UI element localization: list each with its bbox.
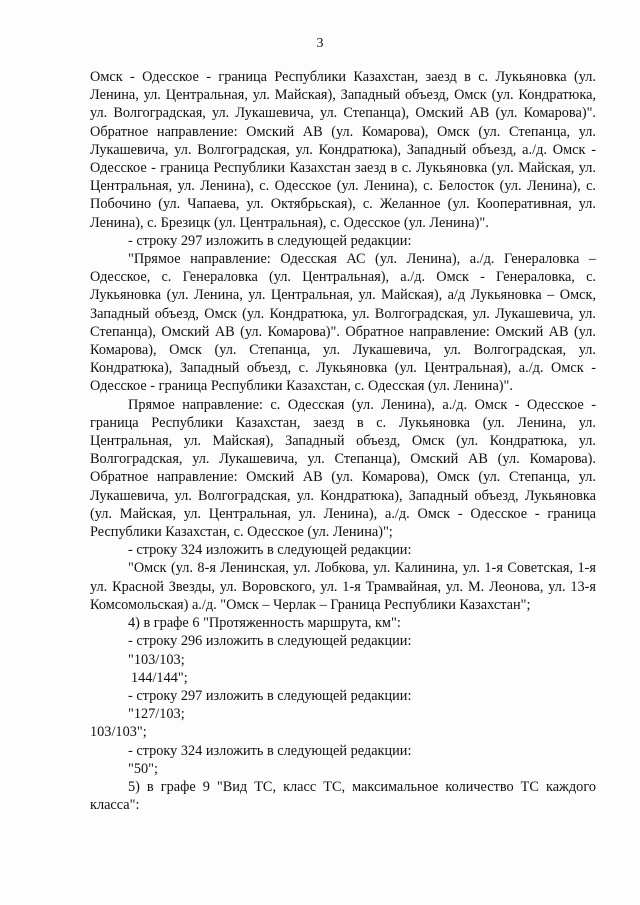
instruction-length-297: - строку 297 изложить в следующей редакции: — [128, 687, 412, 704]
length-296-value-b: 144/144"; — [131, 669, 188, 686]
instruction-length-296: - строку 296 изложить в следующей редакции: — [128, 633, 412, 650]
instruction-length-324: - строку 324 изложить в следующей редакции: — [128, 742, 412, 759]
length-297-value-a: "127/103; — [128, 706, 185, 723]
length-296-value-a: "103/103; — [128, 651, 185, 668]
column-6-heading: 4) в графе 6 "Протяженность маршрута, км": — [128, 615, 401, 632]
document-body — [90, 68, 596, 814]
instruction-line-297: - строку 297 изложить в следующей редакции: — [128, 232, 412, 249]
route-296-paragraph: Омск - Одесское - граница Республики Казахстан, заезд в с. Лукьяновка (ул. Ленина, ул. Центральная, ул. Майская), Западный объезд, Омск (ул. Кондратюка, ул. Волгоградская, ул. Лукашевича, ул. Степанца), Омский АВ (ул. Комарова)". Обратное направление: Омский АВ (ул. Комарова), Омск (ул. Степанца, ул. Лукашевича, ул. Волгоградская, ул. Кондратюка), Западный объезд, а./д. Омск - Одесское - граница Республики Казахстан заезд в с. Лукьяновка (ул. Майская, ул. Центральная, ул. Ленина), с. Одесское (ул. Ленина), с. Белосток (ул. Ленина), с. Побочино (ул. Чапаева, ул. Октябрьская), с. Желанное (ул. Кооперативная, ул. Ленина), с. Брезицк (ул. Центральная), с. Одесское (ул. Ленина)". — [90, 69, 596, 231]
route-297-direct-paragraph: "Прямое направление: Одесская АС (ул. Ленина), а./д. Генераловка – Одесское, с. Генераловка (ул. Центральная), а./д. Омск - Генераловка, с. Лукьяновка (ул. Ленина, ул. Центральная, ул. Майская), а/д Лукьяновка – Омск, Западный объезд, Омск (ул. Кондратюка, ул. Волгоградская, ул. Лукашевича, ул. Степанца), Омский АВ (ул. Комарова)". Обратное направление: Омский АВ (ул. Комарова), Омск (ул. Степанца, ул. Лукашевича, ул. Волгоградская, ул. Кондратюка), Западный объезд, с. Лукьяновка (ул. Центральная), а./д. Омск - Одесское - граница Республики Казахстан, с. Одесская (ул. Ленина)". — [90, 251, 596, 395]
length-324-value: "50"; — [128, 760, 158, 777]
route-297-alt-paragraph: Прямое направление: с. Одесская (ул. Ленина), а./д. Омск - Одесское - граница Республики Казахстан, заезд в с. Лукьяновка (ул. Ленина, ул. Центральная, ул. Майская), Западный объезд, Омск (ул. Кондратюка, ул. Волгоградская, ул. Лукашевича, ул. Степанца), Омский АВ (ул. Комарова). Обратное направление: Омский АВ (ул. Комарова), Омск (ул. Степанца, ул. Лукашевича, ул. Волгоградская, ул. Кондратюка), Западный объезд, Лукьяновка (ул. Майская, ул. Центральная, ул. Ленина), а./д. Омск - Одесское - граница Республики Казахстан, с. Одесское (ул. Ленина)"; — [90, 396, 596, 541]
route-324-paragraph: "Омск (ул. 8-я Ленинская, ул. Лобкова, ул. Калинина, ул. 1-я Советская, 1-я ул. Красной Звезды, ул. Воровского, ул. 1-я Трамвайная, ул. М. Леонова, ул. 13-я Комсомольская) а./д. "Омск – Черлак – Граница Республики Казахстан"; — [90, 560, 596, 613]
column-9-heading: 5) в графе 9 "Вид ТС, класс ТС, максимальное количество ТС каждого класса": — [90, 778, 596, 814]
page-number: 3 — [316, 36, 324, 51]
length-297-value-b: 103/103"; — [90, 724, 147, 741]
instruction-line-324: - строку 324 изложить в следующей редакции: — [128, 542, 412, 559]
